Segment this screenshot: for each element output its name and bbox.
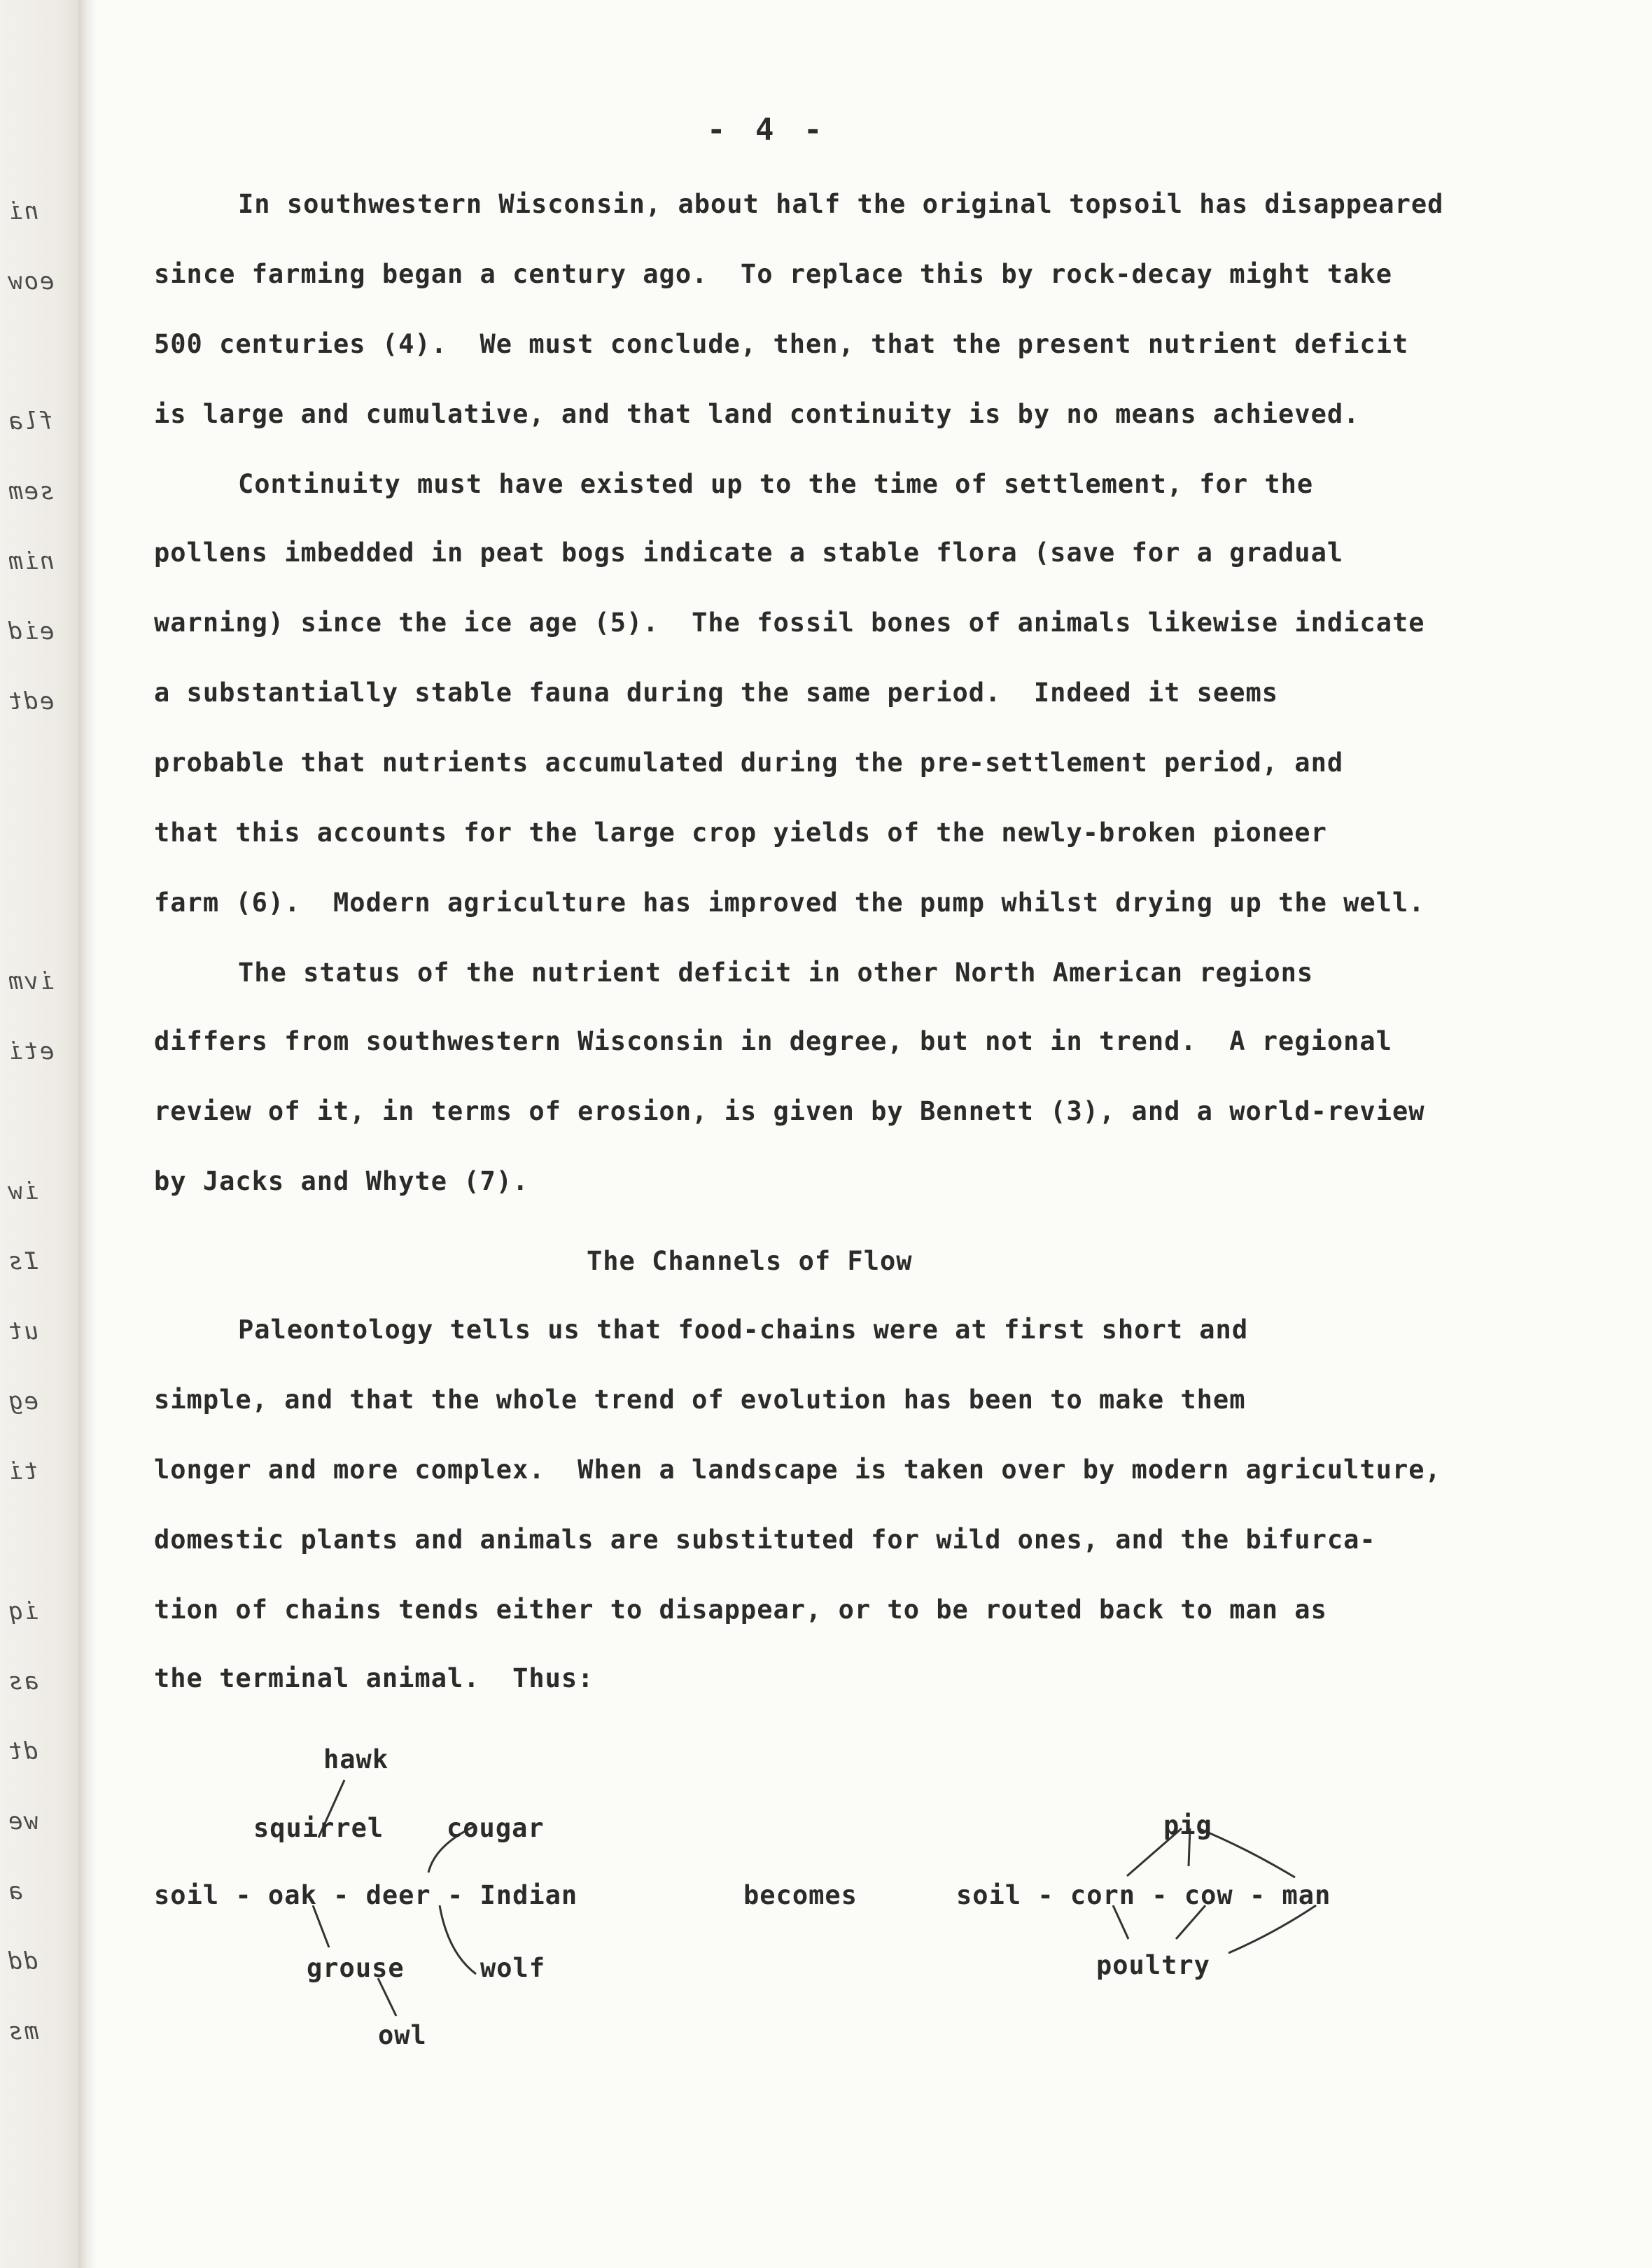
margin-fragment: eti [7,1037,55,1065]
becomes-label: becomes [743,1880,858,1910]
text-line: differs from southwestern Wisconsin in degree, but not in trend. A regional [154,1026,1392,1056]
link-oak-grouse [313,1905,329,1947]
text-line: longer and more complex. When a landscape is taken over by modern agriculture, [154,1455,1441,1485]
text-line: probable that nutrients accumulated during the pre-settlement period, and [154,748,1344,778]
domestic-chain: soil - corn - cow - man [956,1880,1331,1910]
page-number: - 4 - [707,112,828,148]
node-hawk: hawk [323,1744,389,1774]
page-fold-shadow [78,0,97,2268]
margin-fragment: Is [7,1247,38,1275]
margin-fragment: iw [7,1177,38,1205]
text-line: the terminal animal. Thus: [154,1663,594,1693]
text-line: In southwestern Wisconsin, about half the original topsoil has disappeared [238,189,1444,219]
margin-fragment: eid [7,617,55,645]
text-line: Continuity must have existed up to the time of settlement, for the [238,469,1314,499]
margin-fragment: edt [7,687,55,715]
link-deer-wolf [440,1905,476,1974]
node-poultry: poultry [1096,1950,1210,1980]
node-cougar: cougar [447,1813,545,1843]
margin-fragment: nim [7,547,55,575]
link-man-poultry [1228,1905,1316,1953]
margin-fragment: sem [7,477,55,505]
section-heading: The Channels of Flow [587,1246,913,1276]
link-grouse-owl [378,1978,396,2016]
margin-fragment: iq [7,1597,38,1625]
margin-fragment: fla [7,407,55,435]
text-line: simple, and that the whole trend of evolution has been to make them [154,1385,1246,1415]
margin-fragment: dt [7,1737,38,1765]
text-line: tion of chains tends either to disappear, or to be routed back to man as [154,1595,1327,1625]
margin-fragment: ni [7,197,38,225]
text-line: 500 centuries (4). We must conclude, then, that the present nutrient deficit [154,329,1409,359]
adjacent-page-strip [0,0,84,2268]
margin-fragment: ms [7,2017,38,2045]
margin-fragment: ut [7,1317,38,1345]
margin-fragment: ti [7,1457,38,1485]
text-line: The status of the nutrient deficit in other North American regions [238,958,1314,988]
text-line: a substantially stable fauna during the same period. Indeed it seems [154,678,1279,708]
text-line: is large and cumulative, and that land continuity is by no means achieved. [154,399,1360,429]
text-line: warning) since the ice age (5). The fossil bones of animals likewise indicate [154,608,1425,638]
text-line: that this accounts for the large crop yields of the newly-broken pioneer [154,818,1327,848]
margin-fragment: ivm [7,967,55,995]
text-line: domestic plants and animals are substituted for wild ones, and the bifurca- [154,1525,1376,1555]
margin-fragment: dd [7,1947,38,1975]
margin-fragment: a [7,1877,23,1905]
text-line: review of it, in terms of erosion, is given by Bennett (3), and a world-review [154,1096,1425,1126]
margin-fragment: we [7,1807,38,1835]
node-squirrel: squirrel [253,1813,384,1843]
text-line: by Jacks and Whyte (7). [154,1166,529,1196]
margin-fragment: eow [7,267,55,295]
margin-fragment: eg [7,1387,38,1415]
node-grouse: grouse [307,1953,405,1983]
text-line: since farming began a century ago. To replace this by rock-decay might take [154,259,1392,289]
node-owl: owl [378,2020,427,2050]
node-pig: pig [1163,1810,1212,1840]
node-wolf: wolf [480,1953,546,1983]
text-line: Paleontology tells us that food-chains were at first short and [238,1315,1249,1345]
link-pig-man [1198,1828,1295,1877]
margin-fragment: as [7,1667,38,1695]
wild-chain: soil - oak - deer - Indian [154,1880,578,1910]
link-corn-poultry [1113,1905,1128,1939]
link-cow-poultry [1176,1905,1205,1939]
text-line: pollens imbedded in peat bogs indicate a stable flora (save for a gradual [154,538,1344,568]
text-line: farm (6). Modern agriculture has improved the pump whilst drying up the well. [154,888,1425,918]
